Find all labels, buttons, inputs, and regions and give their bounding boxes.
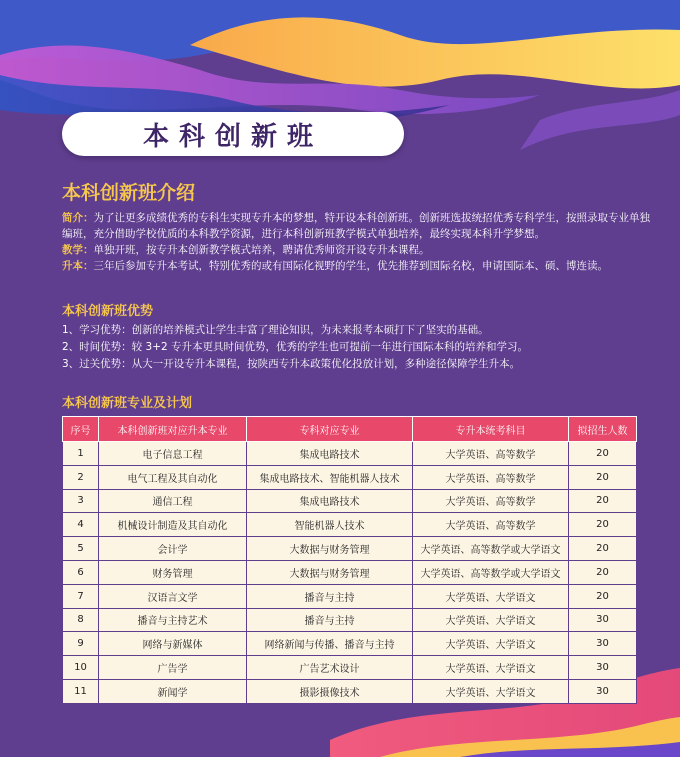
table-row bbox=[63, 513, 637, 537]
table-cell: 20 bbox=[569, 513, 637, 537]
table-cell: 20 bbox=[569, 560, 637, 584]
table-cell: 11 bbox=[63, 679, 99, 703]
table-cell: 网络与新媒体 bbox=[99, 632, 247, 656]
table-cell: 播音与主持 bbox=[247, 608, 413, 632]
table-cell: 集成电路技术 bbox=[247, 489, 413, 513]
table-cell: 30 bbox=[569, 679, 637, 703]
table-cell: 新闻学 bbox=[99, 679, 247, 703]
table-cell: 大学英语、大学语文 bbox=[413, 679, 569, 703]
col-header: 序号 bbox=[63, 417, 99, 442]
table-cell: 4 bbox=[63, 513, 99, 537]
col-header: 拟招生人数 bbox=[569, 417, 637, 442]
table-cell: 9 bbox=[63, 632, 99, 656]
advantages-list bbox=[62, 322, 652, 373]
table-cell: 播音与主持 bbox=[247, 584, 413, 608]
table-row bbox=[63, 656, 637, 680]
intro-body: 三年后参加专升本考试，特别优秀的或有国际化视野的学生，优先推荐到国际名校，申请国际本、硕、博连读。 bbox=[93, 260, 608, 272]
banner-title: 本科创新班 bbox=[142, 121, 323, 152]
intro-text bbox=[62, 210, 652, 274]
table-cell: 20 bbox=[569, 489, 637, 513]
table-cell: 大学英语、高等数学 bbox=[413, 513, 569, 537]
table-row bbox=[63, 584, 637, 608]
title-banner bbox=[62, 112, 404, 156]
col-header: 专升本统考科目 bbox=[413, 417, 569, 442]
table-row bbox=[63, 442, 637, 466]
intro-paragraph bbox=[62, 258, 652, 274]
table-cell: 大学英语、高等数学或大学语文 bbox=[413, 537, 569, 561]
table-cell: 1 bbox=[63, 442, 99, 466]
table-cell: 会计学 bbox=[99, 537, 247, 561]
table-cell: 电子信息工程 bbox=[99, 442, 247, 466]
table-cell: 集成电路技术、智能机器人技术 bbox=[247, 465, 413, 489]
table-cell: 6 bbox=[63, 560, 99, 584]
table-row bbox=[63, 632, 637, 656]
table-row bbox=[63, 608, 637, 632]
table-cell: 通信工程 bbox=[99, 489, 247, 513]
intro-body: 单独开班，按专升本创新教学模式培养，聘请优秀师资开设专升本课程。 bbox=[93, 244, 430, 256]
table-cell: 智能机器人技术 bbox=[247, 513, 413, 537]
table-cell: 3 bbox=[63, 489, 99, 513]
table-row bbox=[63, 679, 637, 703]
table-cell: 大学英语、大学语文 bbox=[413, 656, 569, 680]
intro-key: 升本： bbox=[62, 260, 94, 272]
intro-paragraph bbox=[62, 210, 652, 242]
table-cell: 大学英语、大学语文 bbox=[413, 608, 569, 632]
col-header: 专科对应专业 bbox=[247, 417, 413, 442]
table-cell: 电气工程及其自动化 bbox=[99, 465, 247, 489]
table-cell: 30 bbox=[569, 608, 637, 632]
table-cell: 大数据与财务管理 bbox=[247, 537, 413, 561]
table-header-row bbox=[63, 417, 637, 442]
col-header: 本科创新班对应升本专业 bbox=[99, 417, 247, 442]
intro-body: 为了让更多成绩优秀的专科生实现专升本的梦想，特开设本科创新班。创新班选拔统招优秀专科学生，按照录取专业单独编班，充分借助学校优质的本科教学资源，进行本科创新班教学模式单独培养，最终实现本科升学梦想。 bbox=[62, 212, 650, 240]
table-cell: 广告学 bbox=[99, 656, 247, 680]
table-cell: 大学英语、高等数学 bbox=[413, 489, 569, 513]
plan-table bbox=[62, 416, 637, 704]
table-row bbox=[63, 489, 637, 513]
table-cell: 机械设计制造及其自动化 bbox=[99, 513, 247, 537]
advantage-item: 2、时间优势：较 3+2 专升本更具时间优势，优秀的学生也可提前一年进行国际本科的培养和学习。 bbox=[62, 341, 529, 353]
table-cell: 8 bbox=[63, 608, 99, 632]
table-cell: 摄影摄像技术 bbox=[247, 679, 413, 703]
table-cell: 财务管理 bbox=[99, 560, 247, 584]
table-cell: 网络新闻与传播、播音与主持 bbox=[247, 632, 413, 656]
table-cell: 大数据与财务管理 bbox=[247, 560, 413, 584]
advantage-item: 3、过关优势：从大一开设专升本课程，按陕西专升本政策优化投放计划，多种途径保障学生升本。 bbox=[62, 358, 521, 370]
table-cell: 30 bbox=[569, 656, 637, 680]
table-cell: 播音与主持艺术 bbox=[99, 608, 247, 632]
table-cell: 20 bbox=[569, 537, 637, 561]
table-cell: 大学英语、大学语文 bbox=[413, 584, 569, 608]
intro-key: 教学： bbox=[62, 244, 94, 256]
intro-paragraph bbox=[62, 242, 652, 258]
table-cell: 大学英语、高等数学 bbox=[413, 465, 569, 489]
table-cell: 20 bbox=[569, 442, 637, 466]
table-cell: 汉语言文学 bbox=[99, 584, 247, 608]
table-cell: 20 bbox=[569, 465, 637, 489]
intro-heading: 本科创新班介绍 bbox=[62, 182, 196, 204]
table-cell: 大学英语、高等数学 bbox=[413, 442, 569, 466]
advantages-heading: 本科创新班优势 bbox=[62, 304, 154, 319]
table-cell: 7 bbox=[63, 584, 99, 608]
table-cell: 2 bbox=[63, 465, 99, 489]
table-cell: 10 bbox=[63, 656, 99, 680]
table-cell: 大学英语、高等数学或大学语文 bbox=[413, 560, 569, 584]
table-cell: 30 bbox=[569, 632, 637, 656]
table-cell: 大学英语、大学语文 bbox=[413, 632, 569, 656]
plan-heading: 本科创新班专业及计划 bbox=[62, 396, 193, 411]
table-cell: 20 bbox=[569, 584, 637, 608]
table-row bbox=[63, 465, 637, 489]
table-cell: 集成电路技术 bbox=[247, 442, 413, 466]
table-cell: 5 bbox=[63, 537, 99, 561]
table-cell: 广告艺术设计 bbox=[247, 656, 413, 680]
advantage-item: 1、学习优势：创新的培养模式让学生丰富了理论知识，为未来报考本硕打下了坚实的基础。 bbox=[62, 324, 489, 336]
table-row bbox=[63, 537, 637, 561]
intro-key: 简介： bbox=[62, 212, 94, 224]
table-row bbox=[63, 560, 637, 584]
